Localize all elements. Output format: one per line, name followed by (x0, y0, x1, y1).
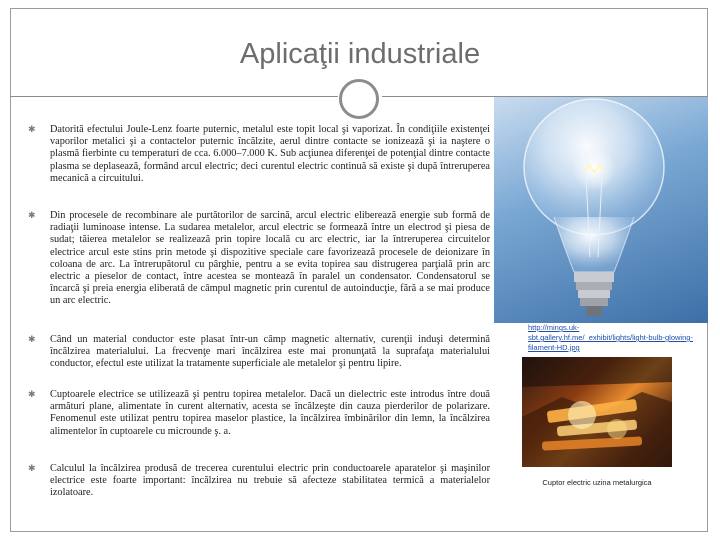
bullet-marker-icon: ✱ (28, 125, 36, 135)
furnace-image (522, 357, 672, 467)
bullet-item (28, 463, 490, 500)
bullet-item (28, 334, 490, 371)
bullet-marker-icon: ✱ (28, 464, 36, 474)
title-ring-icon (339, 79, 379, 119)
bullet-text: Când un material conductor este plasat într-un câmp magnetic alternativ, curenţii induşi determină încălzirea materialului. La frecvenţe mari încălzirea este mai pronunţată la suprafaţa materialului conductor, efectul este utilizat la tratamente superficiale ale metalelor şi pentru lipire. (50, 334, 490, 370)
light-bulb-graphic (494, 97, 708, 323)
furnace-caption: Cuptor electric uzina metalurgica (542, 478, 652, 487)
title-divider-left (10, 96, 338, 97)
bullet-marker-icon: ✱ (28, 390, 36, 400)
light-bulb-image (494, 97, 708, 323)
bullet-item (28, 389, 490, 438)
furnace-graphic (522, 357, 672, 467)
bullet-text: Calculul la încălzirea produsă de trecerea curentului electric prin conductoarele aparatelor şi maşinilor electrice este foarte important: încălzirea nu trebuie să afecteze stabilitatea termică a materialelor izolatoare. (50, 463, 490, 499)
bullet-text: Datorită efectului Joule-Lenz foarte puternic, metalul este topit local şi vaporizat. În condiţiile existenţei vaporilor metalici şi a contactelor puternic încălzite, aerul dintre contacte se ionizează şi ia naştere o plasmă fierbinte cu temperaturi de cca. 6.000–7.000 K. Sub acţiunea diferenţei de potenţial dintre contacte plasma se deplasează, formând arcul electric; deci curentul electric continuă să existe şi după întreruperea mecanică a circuitului. (50, 124, 490, 184)
bullet-text: Cuptoarele electrice se utilizează şi pentru topirea metalelor. Dacă un dielectric este introdus între două armături plane, alimentate în curent alternativ, acesta se încălzeşte din cauza pierderilor de polarizare. Fenomenul este utilizat pentru topirea maselor plastice, la încălzirea îmbinărilor din lemn, la încălzirea alimentelor în cuptoarele cu microunde ş. a. (50, 389, 490, 437)
bullet-text: Din procesele de recombinare ale purtătorilor de sarcină, arcul electric eliberează energie sub formă de radiaţii luminoase intense. La sudarea metalelor, arcul electric se formează între un electrod şi piesa de sudat; tăierea metalelor se realizează prin topire locală cu arc electric, iar la întreruperea circuitelor electrice arcul este stins prin metode şi dispozitive speciale care favorizează procesele de deionizare în coloana de arc. La întrerupătorul cu pârghie, pentru a se evita topirea sau distrugerea parţială prin arc electric a pieselor de contact, între acestea se montează în paralel un condensator. Condensatorul se încarcă şi preia energia eliberată de câmpul magnetic prin curentul de autoinducţie, fără a se mai produce un arc electric. (50, 210, 490, 307)
image-source-link[interactable]: http://mings.uk-sbt.gallery.hf.me/_exhibit/lights/light-bulb-glowing-filament-HD.jpg (528, 323, 693, 352)
bullet-item (28, 124, 490, 185)
slide-title: Aplicaţii industriale (239, 38, 481, 70)
bullet-marker-icon: ✱ (28, 211, 36, 221)
bullet-marker-icon: ✱ (28, 335, 36, 345)
bullet-item (28, 210, 490, 308)
